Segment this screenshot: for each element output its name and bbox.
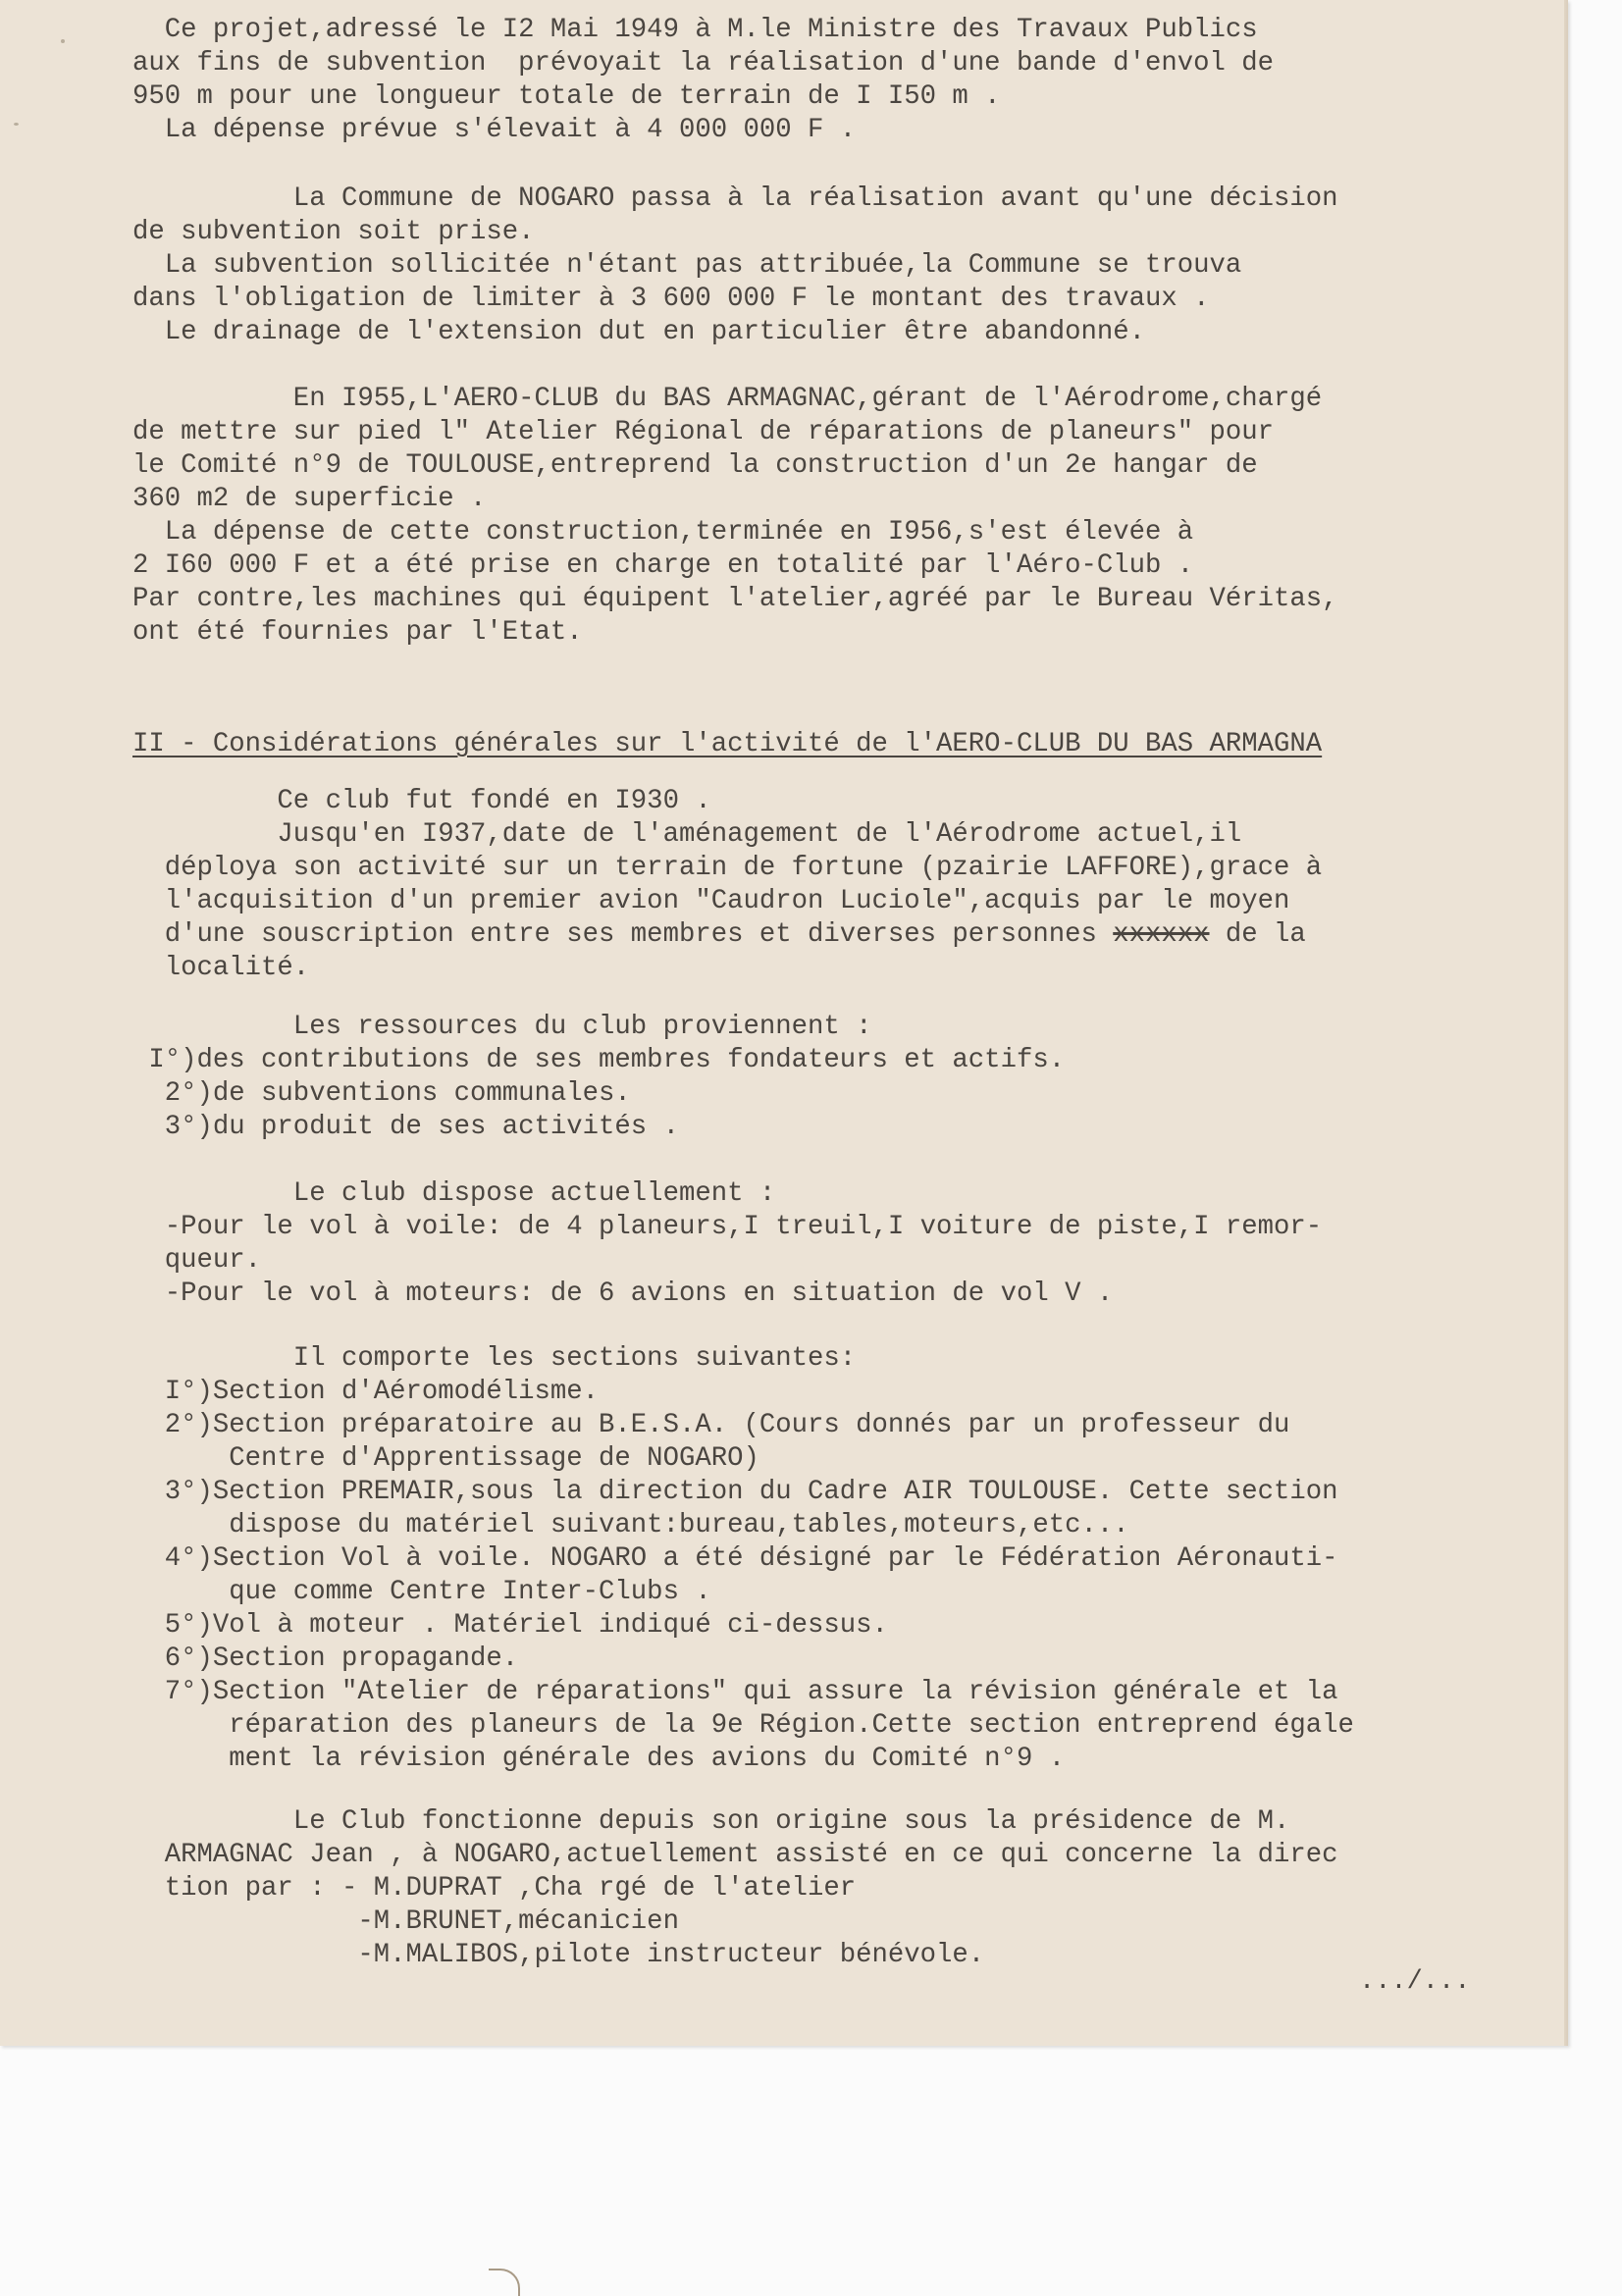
list-item: 5°)Vol à moteur . Matériel indiqué ci-dessus. <box>132 1610 888 1641</box>
text-line: La subvention sollicitée n'étant pas attribuée,la Commune se trouva <box>132 250 1242 281</box>
text-line: Ce club fut fondé en I930 . <box>132 786 711 816</box>
text-line: 2 I60 000 F et a été prise en charge en totalité par l'Aéro-Club . <box>132 550 1194 581</box>
list-item: 6°)Section propagande. <box>132 1644 519 1674</box>
text-line: En I955,L'AERO-CLUB du BAS ARMAGNAC,gérant de l'Aérodrome,chargé <box>132 384 1323 414</box>
list-item: 2°)de subventions communales. <box>132 1078 631 1109</box>
list-item: -Pour le vol à voile: de 4 planeurs,I treuil,I voiture de piste,I remor- <box>132 1212 1323 1242</box>
text-line: dans l'obligation de limiter à 3 600 000 F le montant des travaux . <box>132 284 1210 314</box>
text-span: de la <box>1209 919 1306 950</box>
list-item: 3°)Section PREMAIR,sous la direction du Cadre AIR TOULOUSE. Cette section <box>132 1477 1338 1507</box>
text-line: La dépense de cette construction,terminée en I956,s'est élevée à <box>132 517 1194 548</box>
list-item: ment la révision générale des avions du Comité n°9 . <box>132 1744 1066 1774</box>
text-line: aux fins de subvention prévoyait la réalisation d'une bande d'envol de <box>132 48 1275 78</box>
text-line: Par contre,les machines qui équipent l'atelier,agréé par le Bureau Véritas, <box>132 584 1338 614</box>
text-line: 360 m2 de superficie . <box>132 484 487 514</box>
text-line: 950 m pour une longueur totale de terrain de I I50 m . <box>132 81 1001 112</box>
text-span: d'une souscription entre ses membres et diverses personnes <box>132 919 1114 950</box>
text-line: La dépense prévue s'élevait à 4 000 000 F . <box>132 115 857 145</box>
continuation-mark: .../... <box>1359 1967 1471 1997</box>
list-item: 2°)Section préparatoire au B.E.S.A. (Cours donnés par un professeur du <box>132 1410 1290 1440</box>
list-item: que comme Centre Inter-Clubs . <box>132 1577 711 1607</box>
text-line: déploya son activité sur un terrain de fortune (pzairie LAFFORE),grace à <box>132 853 1323 883</box>
list-item: queur. <box>132 1245 262 1276</box>
text-line: tion par : - M.DUPRAT ,Cha rgé de l'atelier <box>132 1873 857 1904</box>
text-line: -M.BRUNET,mécanicien <box>132 1906 679 1937</box>
text-line: Le Club fonctionne depuis son origine sous la présidence de M. <box>132 1806 1290 1837</box>
list-item: I°)Section d'Aéromodélisme. <box>132 1377 600 1407</box>
list-item: dispose du matériel suivant:bureau,tables,moteurs,etc... <box>132 1510 1129 1540</box>
list-item: 4°)Section Vol à voile. NOGARO a été désigné par le Fédération Aéronauti- <box>132 1543 1338 1574</box>
text-line: La Commune de NOGARO passa à la réalisation avant qu'une décision <box>132 183 1338 214</box>
section-heading: II - Considérations générales sur l'activité de l'AERO-CLUB DU BAS ARMAGNA <box>132 729 1323 759</box>
text-line: ARMAGNAC Jean , à NOGARO,actuellement assisté en ce qui concerne la direc <box>132 1840 1338 1870</box>
text-line: -M.MALIBOS,pilote instructeur bénévole. <box>132 1940 985 1970</box>
text-line: Il comporte les sections suivantes: <box>132 1343 857 1374</box>
list-item: réparation des planeurs de la 9e Région.Cette section entreprend égale <box>132 1710 1354 1741</box>
text-line: l'acquisition d'un premier avion "Caudron Luciole",acquis par le moyen <box>132 886 1290 916</box>
paper-edge <box>1564 0 1568 2046</box>
text-line <box>132 918 1306 952</box>
list-item: 3°)du produit de ses activités . <box>132 1112 679 1142</box>
struck-word: xxxxxx <box>1113 919 1210 950</box>
list-item: -Pour le vol à moteurs: de 6 avions en situation de vol V . <box>132 1278 1114 1309</box>
paper-speck <box>14 123 19 126</box>
list-item: 7°)Section "Atelier de réparations" qui assure la révision générale et la <box>132 1677 1338 1707</box>
text-line: ont été fournies par l'Etat. <box>132 617 583 648</box>
text-line: Ce projet,adressé le I2 Mai 1949 à M.le Ministre des Travaux Publics <box>132 15 1258 45</box>
text-line: de mettre sur pied l" Atelier Régional de réparations de planeurs" pour <box>132 417 1275 447</box>
text-line: Les ressources du club proviennent : <box>132 1012 872 1042</box>
text-line: Le drainage de l'extension dut en particulier être abandonné. <box>132 317 1145 347</box>
text-line: Le club dispose actuellement : <box>132 1178 776 1209</box>
text-line: localité. <box>132 953 310 983</box>
list-item: Centre d'Apprentissage de NOGARO) <box>132 1443 759 1474</box>
paper-speck <box>61 39 65 43</box>
text-line: de subvention soit prise. <box>132 217 535 247</box>
text-line: le Comité n°9 de TOULOUSE,entreprend la construction d'un 2e hangar de <box>132 450 1258 481</box>
paper-fiber-mark <box>489 2269 520 2296</box>
list-item: I°)des contributions de ses membres fondateurs et actifs. <box>132 1045 1066 1075</box>
text-line: Jusqu'en I937,date de l'aménagement de l'Aérodrome actuel,il <box>132 819 1242 850</box>
